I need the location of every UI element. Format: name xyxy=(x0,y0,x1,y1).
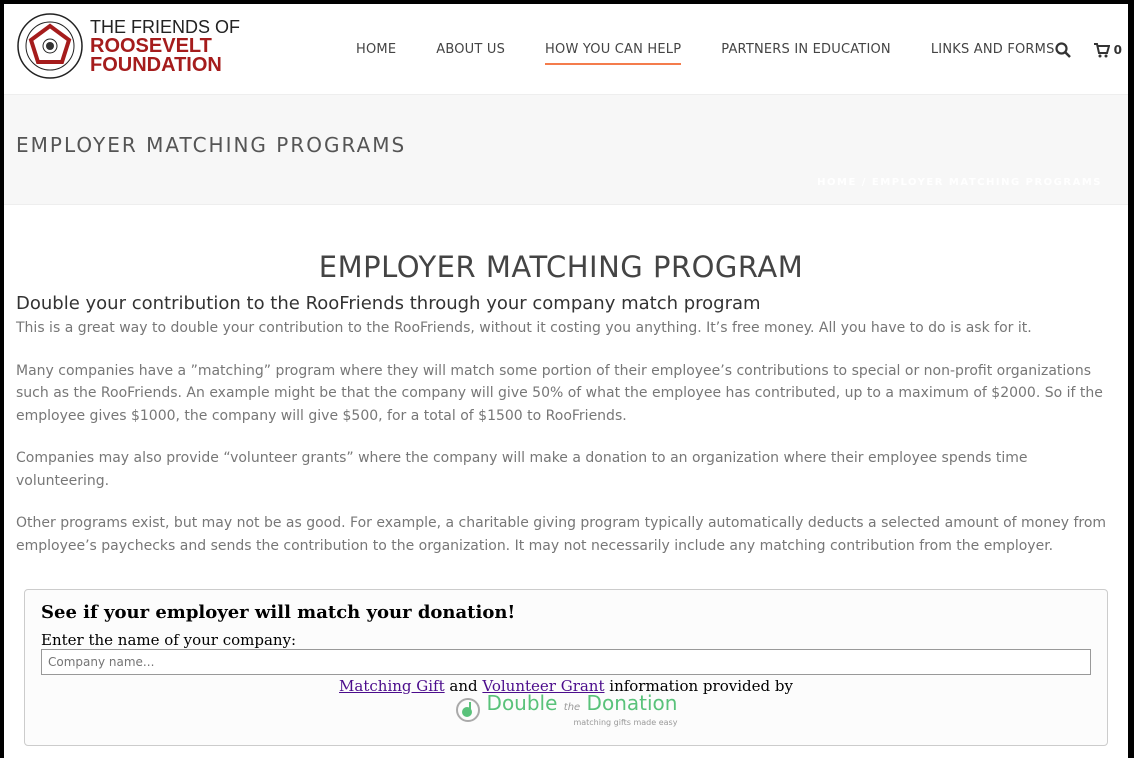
main-content xyxy=(16,250,1116,577)
cart-button[interactable] xyxy=(1093,42,1122,58)
main-nav xyxy=(356,42,1095,65)
provided-text: information provided by xyxy=(604,677,793,695)
school-seal-icon xyxy=(16,12,84,80)
page-title: EMPLOYER MATCHING PROGRAMS xyxy=(16,133,407,157)
search-icon[interactable] xyxy=(1055,42,1071,58)
cart-count: 0 xyxy=(1113,43,1122,57)
site-header xyxy=(4,4,1128,95)
site-logo[interactable] xyxy=(16,12,240,80)
company-name-input[interactable] xyxy=(41,649,1091,675)
paragraph: Many companies have a ”matching” program where they will match some portion of their employee’s contributions to special or non-profit organizations such as the RooFriends. An example might be that the company will give 50% of what the employee has contributed, up to a maximum of $2000. So if the employee gives $1000, the company will give $500, for a total of $1500 to RooFriends. xyxy=(16,362,1103,424)
double-the-donation-logo[interactable] xyxy=(41,693,1091,727)
brand-donation: Donation xyxy=(580,691,678,715)
breadcrumb-separator: / xyxy=(856,177,872,188)
nav-partners-in-education[interactable]: PARTNERS IN EDUCATION xyxy=(721,42,891,57)
brand-the: the xyxy=(563,702,581,713)
matching-gift-link[interactable]: Matching Gift xyxy=(339,677,445,695)
double-the-donation-icon xyxy=(455,697,481,723)
brand-tagline: matching gifts made easy xyxy=(573,718,678,727)
cart-icon xyxy=(1093,42,1110,58)
paragraph: Companies may also provide “volunteer grants” where the company will make a donation to an organization where their employee spends time volunteering. xyxy=(16,450,1028,489)
logo-line2: ROOSEVELT xyxy=(90,34,212,57)
subheading: Double your contribution to the RooFriends through your company match program xyxy=(16,292,761,314)
nav-home[interactable]: HOME xyxy=(356,42,397,57)
main-heading: EMPLOYER MATCHING PROGRAM xyxy=(318,250,804,284)
and-text: and xyxy=(444,677,483,695)
brand-double: Double xyxy=(486,691,564,715)
matching-gift-widget xyxy=(24,589,1108,746)
nav-how-you-can-help[interactable]: HOW YOU CAN HELP xyxy=(545,42,681,65)
page-title-bar xyxy=(4,95,1128,205)
paragraph: Other programs exist, but may not be as good. For example, a charitable giving program typically automatically deducts a selected amount of money from employee’s paychecks and sends the contribution to the organization. It may not necessarily include any matching contribution from the employer. xyxy=(16,515,1107,554)
breadcrumb xyxy=(817,177,1102,188)
logo-line3: FOUNDATION xyxy=(90,53,222,76)
widget-title: See if your employer will match your donation! xyxy=(41,602,516,623)
company-label: Enter the name of your company: xyxy=(41,631,297,649)
breadcrumb-current: EMPLOYER MATCHING PROGRAMS xyxy=(871,177,1102,188)
paragraph: This is a great way to double your contribution to the RooFriends, without it costing you anything. It’s free money. All you have to do is ask for it. xyxy=(16,320,1032,336)
logo-line1: THE FRIENDS OF xyxy=(90,16,241,37)
nav-about-us[interactable]: ABOUT US xyxy=(436,42,506,57)
nav-links-and-forms[interactable]: LINKS AND FORMS xyxy=(930,42,1055,57)
breadcrumb-home[interactable]: HOME xyxy=(817,177,857,188)
volunteer-grant-link[interactable]: Volunteer Grant xyxy=(482,677,605,695)
